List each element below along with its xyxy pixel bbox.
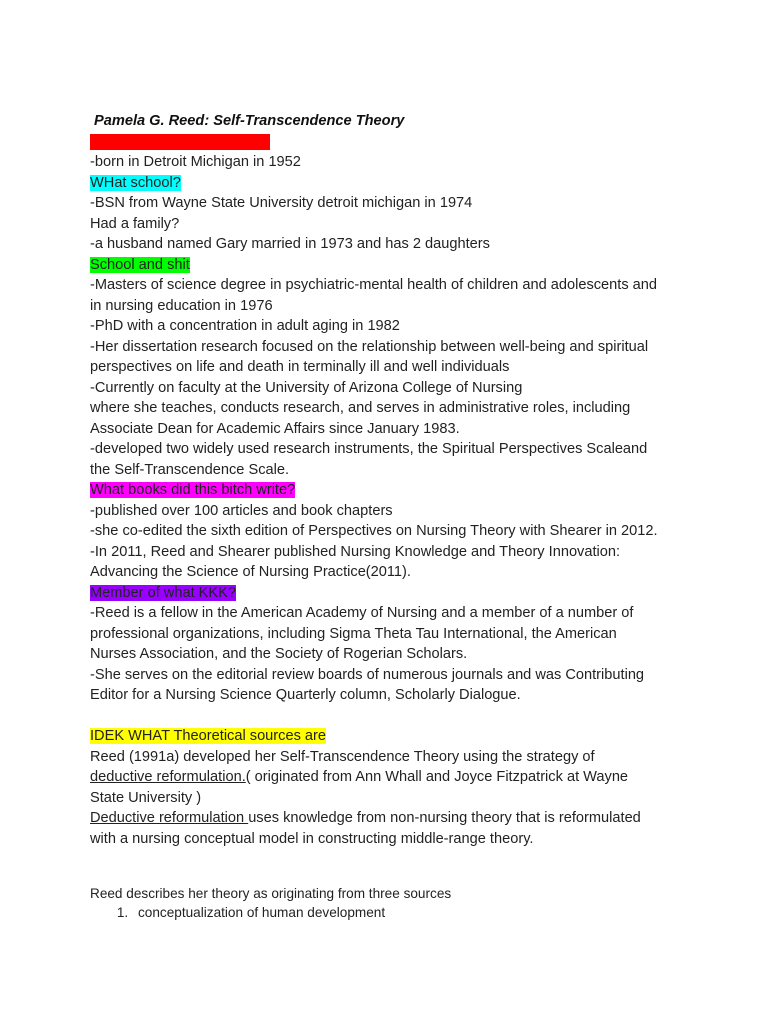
- school2-line: -Masters of science degree in psychiatric-mental health of children and adolescents and: [90, 277, 658, 293]
- spacer: [90, 706, 690, 727]
- school2-line: -Her dissertation research focused on the relationship between well-being and spiritual: [90, 338, 649, 355]
- theory-line-rest: uses knowledge from non-nursing theory that is reformulated: [248, 810, 641, 826]
- theory-line: Reed (1991a) developed her Self-Transcendence Theory using the strategy of: [90, 748, 595, 765]
- sources-list: [90, 903, 690, 922]
- theory-line: State University ): [90, 789, 202, 806]
- theory-line: [90, 808, 690, 829]
- member-line: Nurses Association, and the Society of Rogerian Scholars.: [90, 646, 468, 662]
- school2-line: perspectives on life and death in terminally ill and well individuals: [90, 359, 510, 375]
- heading-school: WHat school?: [90, 174, 181, 191]
- theory-line: [90, 767, 690, 788]
- deductive-reformulation-term: Deductive reformulation: [90, 810, 249, 826]
- school2-line: Associate Dean for Academic Affairs since January 1983.: [90, 420, 460, 437]
- born-text: -born in Detroit Michigan in 1952: [90, 154, 301, 170]
- list-item: 1. conceptualization of human development: [132, 903, 690, 922]
- books-line: -In 2011, Reed and Shearer published Nursing Knowledge and Theory Innovation:: [90, 543, 621, 560]
- member-line: -Reed is a fellow in the American Academy of Nursing and a member of a number of: [90, 605, 634, 621]
- books-line: Advancing the Science of Nursing Practice(2011).: [90, 564, 411, 580]
- school2-line: -PhD with a concentration in adult aging in 1982: [90, 318, 400, 334]
- document-page: [90, 111, 690, 922]
- theory-line-rest: ( originated from Ann Whall and Joyce Fitzpatrick at Wayne: [245, 769, 629, 785]
- heading-books: What books did this bitch write?: [90, 482, 296, 498]
- theory-line: with a nursing conceptual model in constructing middle-range theory.: [90, 830, 534, 847]
- school2-line: -developed two widely used research instruments, the Spiritual Perspectives Scaleand: [90, 441, 648, 457]
- heading-school-and-more: School and shit: [90, 256, 190, 273]
- family-text: -a husband named Gary married in 1973 and has 2 daughters: [90, 236, 490, 252]
- member-line: professional organizations, including Sigma Theta Tau International, the American: [90, 625, 617, 642]
- heading-theoretical-sources: IDEK WHAT Theoretical sources are: [90, 728, 327, 744]
- sources-section: [90, 884, 690, 922]
- books-line: -she co-edited the sixth edition of Perspectives on Nursing Theory with Shearer in 2012.: [90, 523, 658, 539]
- school-text: -BSN from Wayne State University detroit michigan in 1974: [90, 195, 473, 211]
- school2-line: in nursing education in 1976: [90, 297, 273, 314]
- heading-member: Member of what KKK?: [90, 584, 237, 601]
- school2-line: the Self-Transcendence Scale.: [90, 461, 290, 478]
- spacer: [90, 849, 690, 884]
- school2-line: where she teaches, conducts research, and serves in administrative roles, including: [90, 400, 631, 416]
- member-line: Editor for a Nursing Science Quarterly column, Scholarly Dialogue.: [90, 687, 521, 703]
- heading-family: Had a family?: [90, 215, 180, 232]
- member-line: -She serves on the editorial review boards of numerous journals and was Contributing: [90, 666, 645, 683]
- heading-born: WHere was this Bitch born?: [90, 133, 271, 150]
- document-title: Pamela G. Reed: Self-Transcendence Theory: [94, 113, 405, 129]
- books-line: -published over 100 articles and book chapters: [90, 502, 393, 519]
- sources-intro: Reed describes her theory as originating from three sources: [90, 886, 452, 901]
- school2-line: -Currently on faculty at the University of Arizona College of Nursing: [90, 379, 523, 396]
- deductive-reformulation-term: deductive reformulation.: [90, 769, 246, 785]
